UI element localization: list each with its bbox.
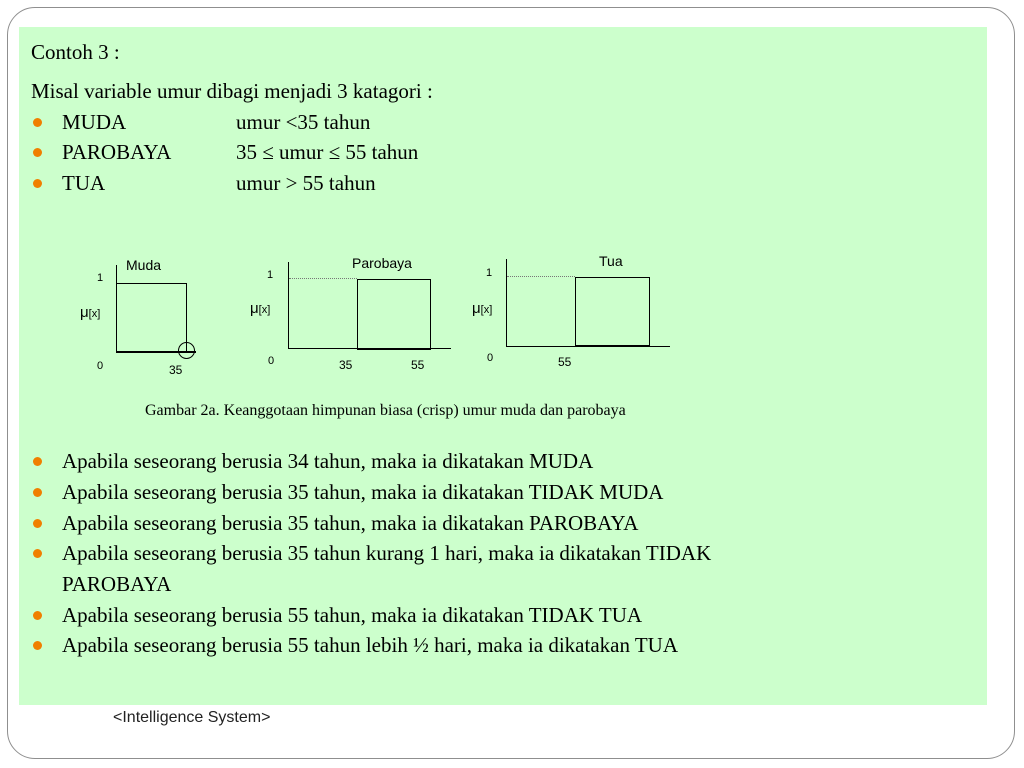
x-tick: 35 xyxy=(169,363,183,377)
y-tick-one: 1 xyxy=(267,269,274,281)
membership-box xyxy=(575,277,650,347)
category-name: PAROBAYA xyxy=(62,140,172,164)
bullet-icon xyxy=(33,488,42,497)
y-tick-one: 1 xyxy=(486,267,493,279)
highlight-circle xyxy=(178,342,195,359)
x-tick: 55 xyxy=(558,355,572,369)
bullet-icon xyxy=(33,179,42,188)
y-axis-label: μ[x] xyxy=(250,300,271,317)
statement-text: Apabila seseorang berusia 35 tahun, maka ia dikatakan TIDAK MUDA xyxy=(62,480,664,504)
figure-caption: Gambar 2a. Keanggotaan himpunan biasa (crisp) umur muda dan parobaya xyxy=(145,402,626,419)
slide-footer: <Intelligence System> xyxy=(113,709,271,726)
bullet-icon xyxy=(33,118,42,127)
y-tick-one: 1 xyxy=(97,272,104,284)
y-axis xyxy=(506,259,507,347)
category-rule: umur > 55 tahun xyxy=(236,171,376,195)
reference-line xyxy=(289,278,357,279)
y-tick-zero: 0 xyxy=(97,360,104,372)
y-tick-zero: 0 xyxy=(268,355,275,367)
category-rule: 35 ≤ umur ≤ 55 tahun xyxy=(236,140,419,164)
bullet-icon xyxy=(33,611,42,620)
slide-title: Contoh 3 : xyxy=(31,40,120,64)
category-rule: umur <35 tahun xyxy=(236,110,371,134)
statement-text: Apabila seseorang berusia 35 tahun, maka ia dikatakan PAROBAYA xyxy=(62,511,639,535)
bullet-icon xyxy=(33,148,42,157)
intro-text: Misal variable umur dibagi menjadi 3 katagori : xyxy=(31,79,433,103)
bullet-icon xyxy=(33,457,42,466)
reference-line xyxy=(507,276,575,277)
x-tick: 35 xyxy=(339,358,353,372)
x-tick: 55 xyxy=(411,358,425,372)
statement-text-continued: PAROBAYA xyxy=(62,572,172,596)
bullet-icon xyxy=(33,641,42,650)
chart-title: Parobaya xyxy=(352,255,412,271)
bullet-icon xyxy=(33,549,42,558)
category-name: MUDA xyxy=(62,110,127,134)
statement-text: Apabila seseorang berusia 35 tahun kurang 1 hari, maka ia dikatakan TIDAK xyxy=(62,541,712,565)
membership-box xyxy=(357,279,431,350)
chart-title: Muda xyxy=(126,257,162,273)
y-axis-label: μ[x] xyxy=(80,304,101,321)
statement-text: Apabila seseorang berusia 34 tahun, maka ia dikatakan MUDA xyxy=(62,449,594,473)
y-axis-label: μ[x] xyxy=(472,300,493,317)
statement-text: Apabila seseorang berusia 55 tahun lebih ½ hari, maka ia dikatakan TUA xyxy=(62,633,679,657)
bullet-icon xyxy=(33,519,42,528)
membership-box xyxy=(117,283,187,353)
category-name: TUA xyxy=(62,171,106,195)
y-axis xyxy=(288,262,289,349)
y-tick-zero: 0 xyxy=(487,352,494,364)
chart-title: Tua xyxy=(599,253,623,269)
statement-text: Apabila seseorang berusia 55 tahun, maka ia dikatakan TIDAK TUA xyxy=(62,603,643,627)
